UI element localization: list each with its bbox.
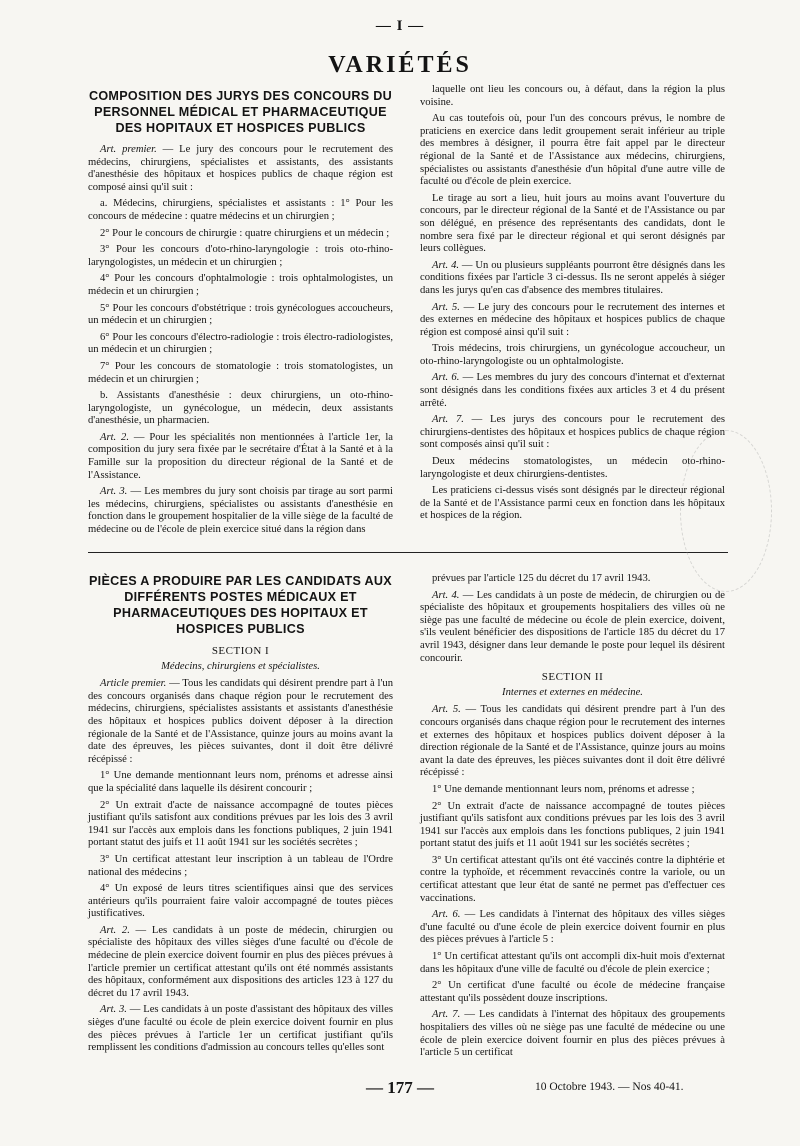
article-label: Art. 2. bbox=[100, 431, 129, 443]
article-label: Art. 3. bbox=[100, 1004, 127, 1016]
paragraph-text: b. Assistants d'anesthésie : deux chirurgiens, un oto-rhino-laryngologiste, un gynécologue, un médecin, deux assistants d'anesthésie, un pharmacien. bbox=[88, 390, 393, 427]
paragraph-text: — Les candidats à l'internat des hôpitaux des groupements hospitaliers des villes où ne siège pas une faculté de médecine ou une école de plein exercice doivent fournir en plus des pièces prévues à l'article 5 un certificat bbox=[420, 1009, 725, 1059]
paragraph bbox=[420, 372, 725, 410]
article-label: Art. 4. bbox=[432, 589, 460, 601]
paragraph-text: prévues par l'article 125 du décret du 17 avril 1943. bbox=[432, 573, 651, 584]
paragraph bbox=[420, 855, 725, 905]
paragraph-text: — Les membres du jury des concours d'internat et d'externat sont désignés dans les conditions fixées aux articles 3 et 4 du présent arrêté. bbox=[420, 372, 725, 409]
paragraph-text: — Pour les spécialités non mentionnées à l'article 1er, la composition du jury sera fixée par le secrétaire d'État à la Santé et à la Famille sur la proposition du directeur régional de la Santé et de l'Assistance. bbox=[88, 431, 393, 481]
paragraph bbox=[420, 784, 725, 797]
section2-right-column bbox=[420, 573, 725, 1064]
section2-right-paragraphs-b bbox=[420, 704, 725, 1059]
paragraph bbox=[420, 590, 725, 666]
article-label: Art. 5. bbox=[432, 301, 460, 313]
paragraph-text: 2° Un extrait d'acte de naissance accompagné de toutes pièces justifiant qu'ils satisfont aux conditions prévues par les lois des 3 avril 1941 sur l'accès aux emplois dans les fonctions publiques, 2 juin 1941 portant statut des juifs et 11 août 1941 sur les sociétés secrètes ; bbox=[88, 799, 393, 849]
paragraph-text: Le tirage au sort a lieu, huit jours au moins avant l'ouverture du concours, par le directeur régional de la Santé et de l'Assistance ou par son délégué, en présence des représentants des candidats, dont le nombre sera fixé par le directeur régional et qui seront désignés par leurs collègues. bbox=[420, 192, 725, 255]
paragraph bbox=[88, 390, 393, 428]
article-label: Art. 5. bbox=[432, 704, 461, 716]
article-label: Art. 4. bbox=[432, 259, 460, 271]
section-i-title: SECTION I bbox=[211, 645, 270, 657]
page-title: VARIÉTÉS bbox=[328, 52, 472, 78]
paragraph bbox=[88, 770, 393, 795]
section1-right-paragraphs bbox=[420, 84, 725, 523]
paragraph bbox=[88, 432, 393, 482]
paragraph-text: — Tous les candidats qui désirent prendre part à l'un des concours organisés dans chaque région pour le recrutement des médecins, chirurgiens, spécialistes assistants et assistants d'anesthésie des hôpitaux et hospices publics doivent déposer à la direction régionale de la Santé et de l'Assistance, quinze jours au moins avant la date des épreuves, les pièces suivantes, dont il doit être délivré récépissé : bbox=[88, 678, 393, 765]
paragraph-text: 1° Un certificat attestant qu'ils ont accompli dix-huit mois d'externat dans les hôpitaux d'une ville de faculté ou d'école de plein exercice ; bbox=[420, 951, 725, 975]
paragraph-text: — Les candidats à un poste d'assistant des hôpitaux des villes sièges d'une faculté ou école de plein exercice doivent fournir en plus des pièces prévues à l'article 1er un certificat justifiant qu'ils remplissent les conditions d'admission au concours telles qu'elles sont bbox=[88, 1004, 394, 1054]
paragraph-text: — Les candidats à l'internat des hôpitaux des villes sièges d'une faculté ou d'une école de plein exercice doivent fournir en plus des pièces prévues à l'article 5 : bbox=[420, 909, 726, 946]
paragraph bbox=[420, 193, 725, 256]
section1-left-column bbox=[88, 88, 393, 541]
paragraph bbox=[420, 414, 725, 452]
paragraph-text: 3° Un certificat attestant leur inscription à un tableau de l'Ordre national des médecins ; bbox=[88, 853, 393, 878]
paragraph-text: — Le jury des concours pour le recrutement des médecins, chirurgiens, spécialistes et assistants, des assistants d'anesthésie des hôpitaux et hospices publics de chaque région est composé ainsi qu'il suit : bbox=[88, 144, 393, 193]
paragraph-text: Trois médecins, trois chirurgiens, un gynécologue accoucheur, un oto-rhino-laryngologiste ou un ophtalmologiste. bbox=[420, 343, 725, 367]
article-label: Art. 2. bbox=[100, 924, 130, 936]
paragraph-text: 6° Pour les concours d'électro-radiologie : trois électro-radiologistes, un médecin et un chirurgien ; bbox=[88, 331, 393, 356]
paragraph bbox=[88, 854, 393, 879]
paragraph bbox=[88, 925, 393, 1001]
paragraph-text: laquelle ont lieu les concours ou, à défaut, dans la région la plus voisine. bbox=[420, 84, 725, 108]
paragraph bbox=[88, 273, 393, 298]
paragraph-text: — Un ou plusieurs suppléants pourront être désignés dans les conditions fixées par l'article 3 ci-dessus. Ils ne seront appelés à siéger dans les jurys qu'en cas d'absence des membres titulaires. bbox=[420, 259, 725, 296]
paragraph-text: — Les candidats à un poste de médecin, de chirurgien ou de spécialiste des hôpitaux et groupements hospitaliers des villes où ne siège pas une faculté de médecine ou école de plein exercice, doivent, s'ils veulent bénéficier des dispositions de l'article 185 du décret du 17 avril 1943, désigner dans leur demande le poste pour lequel ils désirent concourir. bbox=[420, 589, 725, 664]
library-stamp bbox=[680, 430, 772, 592]
paragraph bbox=[88, 228, 393, 241]
paragraph-text: — Tous les candidats qui désirent prendre part à l'un des concours organisés dans chaque région pour le recrutement des internes et externes des hôpitaux et hospices publics doivent déposer à la direction régionale de la Santé et de l'Assistance, quinze jours au moins avant la date des épreuves, les pièces suivantes dont il doit être délivré récépissé : bbox=[420, 704, 726, 779]
paragraph-text: 2° Un extrait d'acte de naissance accompagné de toutes pièces justifiant qu'ils satisfont aux conditions prévues par les lois des 3 avril 1941 sur l'accès aux emplois dans les fonctions publiques, 2 juin 1941 portant statut des juifs et 11 août 1941 sur les sociétés secrètes ; bbox=[420, 800, 725, 850]
article-label: Art. 6. bbox=[432, 909, 461, 921]
paragraph bbox=[420, 113, 725, 189]
paragraph-text: Deux médecins stomatologistes, un médecin oto-rhino-laryngologiste et deux chirurgiens-dentistes. bbox=[420, 456, 725, 480]
paragraph-text: Les praticiens ci-dessus visés sont désignés par le directeur régional de la Santé et de l'Assistance parmi ceux en fonction dans les hôpitaux et hospices de la région. bbox=[420, 485, 725, 522]
paragraph bbox=[420, 909, 725, 947]
section2-heading: PIÈCES A PRODUIRE PAR LES CANDIDATS AUX DIFFÉRENTS POSTES MÉDICAUX ET PHARMACEUTIQUES DES HOPITAUX ET HOSPICES PUBLICS bbox=[88, 574, 392, 636]
section2-right-paragraphs-a bbox=[420, 573, 725, 665]
paragraph-text: 4° Pour les concours d'ophtalmologie : trois ophtalmologistes, un médecin et un chirurgien ; bbox=[88, 273, 393, 297]
paragraph bbox=[88, 144, 393, 194]
paragraph bbox=[88, 198, 393, 223]
section-divider bbox=[88, 552, 728, 553]
section1-right-column bbox=[420, 84, 725, 527]
paragraph bbox=[88, 361, 393, 386]
page-number: — 177 — bbox=[366, 1078, 434, 1097]
paragraph bbox=[420, 1009, 725, 1059]
paragraph-text: 3° Pour les concours d'oto-rhino-laryngologie : trois oto-rhino-laryngologistes, un médecin et un chirurgien ; bbox=[88, 244, 393, 268]
paragraph-text: 3° Un certificat attestant qu'ils ont été vaccinés contre la diphtérie et contre la typhoïde, et récemment revaccinés contre la variole, ou un certificat attestant que leur état de santé ne permet pas d'effectuer ces vaccinations. bbox=[420, 854, 725, 904]
paragraph bbox=[420, 573, 725, 586]
paragraph-text: a. Médecins, chirurgiens, spécialistes et assistants : 1° Pour les concours de médecine : quatre médecins et un chirurgien ; bbox=[88, 198, 393, 222]
article-label: Article premier. bbox=[100, 678, 167, 690]
article-label: Art. 3. bbox=[100, 486, 128, 498]
section1-heading: COMPOSITION DES JURYS DES CONCOURS DU PERSONNEL MÉDICAL ET PHARMACEUTIQUE DES HOPITAUX ET HOSPICES PUBLICS bbox=[88, 89, 393, 135]
paragraph-text: Au cas toutefois où, pour l'un des concours prévus, le nombre de praticiens en exercice dans ledit groupement serait inférieur au triple des membres à désigner, il pourra être fait appel par le directeur régional de la Santé et de l'Assistance aux médecins, chirurgiens, spécialistes ou assistants d'anesthésie d'un hôpital d'une autre ville de faculté ou d'école de plein exercice. bbox=[420, 113, 725, 188]
section1-left-paragraphs bbox=[88, 144, 393, 537]
paragraph bbox=[420, 801, 725, 851]
paragraph bbox=[88, 678, 393, 766]
paragraph bbox=[88, 486, 393, 536]
paragraph bbox=[88, 883, 393, 921]
article-label: Art. premier. bbox=[100, 144, 157, 155]
paragraph bbox=[420, 260, 725, 298]
paragraph bbox=[420, 980, 725, 1005]
paragraph-text: — Les candidats à un poste de médecin, chirurgien ou spécialiste des hôpitaux des villes sièges d'une faculté ou d'école de médecine de plein exercice doivent fournir en plus des pièces prévues à l'article premier un certificat attestant qu'ils ont été nommés assistants des hôpitaux, conformément aux dispositions des articles 123 à 127 du décret du 17 avril 1943. bbox=[88, 924, 393, 999]
paragraph-text: 2° Un certificat d'une faculté ou école de médecine française attestant qu'ils possèdent douze inscriptions. bbox=[420, 980, 725, 1004]
paragraph-text: 2° Pour le concours de chirurgie : quatre chirurgiens et un médecin ; bbox=[100, 227, 390, 239]
section2-left-column bbox=[88, 573, 393, 1059]
article-label: Art. 7. bbox=[432, 1009, 461, 1021]
paragraph-text: — Les membres du jury sont choisis par tirage au sort parmi les médecins, chirurgiens, spécialistes ou assistants d'anesthésie en fonction dans le groupement hospitalier de la ville siège de la faculté de médecine ou de l'école de plein exercice situé dans la région dans bbox=[88, 486, 393, 536]
paragraph bbox=[420, 704, 725, 780]
section-i-subtitle: Médecins, chirurgiens et spécialistes. bbox=[161, 660, 320, 672]
paragraph bbox=[420, 343, 725, 368]
page-roman-number: — I — bbox=[375, 18, 425, 34]
paragraph-text: 5° Pour les concours d'obstétrique : trois gynécologues accoucheurs, un médecin et un chirurgien ; bbox=[88, 302, 393, 327]
paragraph bbox=[88, 1004, 393, 1054]
paragraph-text: 1° Une demande mentionnant leurs nom, prénoms et adresse ; bbox=[432, 783, 695, 795]
paragraph bbox=[88, 800, 393, 850]
paragraph bbox=[88, 332, 393, 357]
section-ii-subtitle: Internes et externes en médecine. bbox=[502, 686, 643, 698]
paragraph bbox=[88, 244, 393, 269]
article-label: Art. 7. bbox=[432, 414, 464, 426]
section-ii-title: SECTION II bbox=[541, 671, 604, 684]
paragraph bbox=[420, 951, 725, 976]
article-label: Art. 6. bbox=[432, 372, 460, 384]
paragraph bbox=[420, 302, 725, 340]
paragraph-text: — Le jury des concours pour le recrutement des internes et des externes en médecine des hôpitaux et hospices publics de chaque région est composé ainsi qu'il suit : bbox=[420, 301, 725, 338]
paragraph-text: — Les jurys des concours pour le recrutement des chirurgiens-dentistes des hôpitaux et hospices publics de chaque région sont composés ainsi qu'il suit : bbox=[420, 414, 726, 451]
paragraph-text: 4° Un exposé de leurs titres scientifiques ainsi que des services antérieurs qu'ils pourraient faire valoir accompagné de toutes pièces justificatives. bbox=[88, 883, 393, 920]
section2-left-paragraphs bbox=[88, 678, 393, 1055]
paragraph bbox=[88, 303, 393, 328]
paragraph-text: 1° Une demande mentionnant leurs nom, prénoms et adresse ainsi que la spécialité dans laquelle ils désirent concourir ; bbox=[88, 770, 393, 794]
issue-date: 10 Octobre 1943. — Nos 40-41. bbox=[535, 1081, 684, 1093]
paragraph bbox=[420, 84, 725, 109]
paragraph-text: 7° Pour les concours de stomatologie : trois stomatologistes, un médecin et un chirurgien ; bbox=[88, 360, 393, 385]
paragraph bbox=[420, 456, 725, 481]
